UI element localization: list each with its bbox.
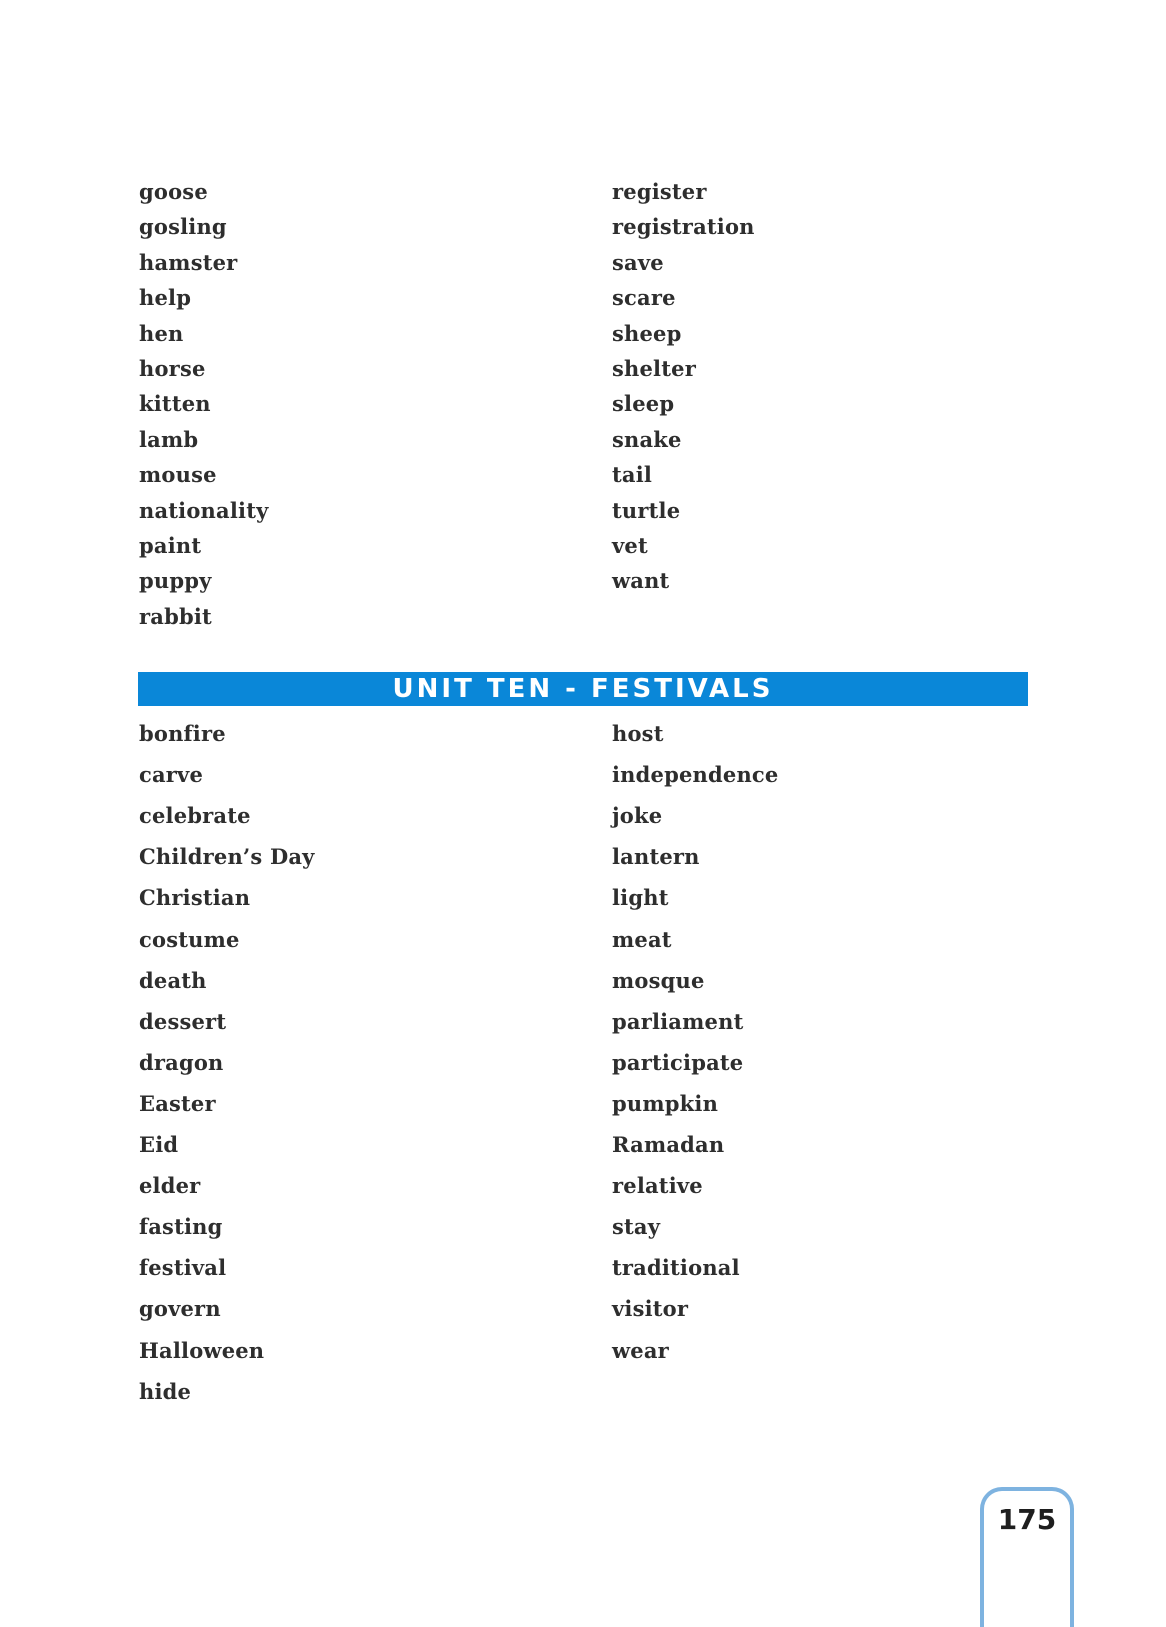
word-entry: light bbox=[612, 885, 669, 911]
word-entry: Children’s Day bbox=[139, 844, 315, 870]
word-entry: horse bbox=[139, 356, 206, 381]
word-entry: snake bbox=[612, 426, 682, 452]
word-entry: save bbox=[612, 249, 664, 275]
word-entry: Easter bbox=[139, 1090, 216, 1116]
word-entry: register bbox=[612, 179, 707, 204]
word-entry: relative bbox=[612, 1173, 703, 1199]
word-entry: registration bbox=[612, 214, 755, 240]
word-entry: goose bbox=[139, 179, 208, 204]
word-entry: celebrate bbox=[139, 803, 251, 829]
word-entry: host bbox=[612, 721, 664, 746]
word-entry: mouse bbox=[139, 462, 217, 488]
word-entry: sleep bbox=[612, 391, 675, 417]
word-entry: dessert bbox=[139, 1008, 227, 1034]
word-entry: want bbox=[612, 568, 670, 594]
word-entry: scare bbox=[612, 285, 676, 311]
word-entry: death bbox=[139, 967, 207, 993]
word-entry: turtle bbox=[612, 497, 681, 523]
word-entry: elder bbox=[139, 1173, 201, 1199]
unit-banner-title: UNIT TEN - FESTIVALS bbox=[392, 674, 774, 704]
word-entry: hide bbox=[139, 1378, 192, 1404]
word-entry: stay bbox=[612, 1214, 661, 1240]
word-entry: shelter bbox=[612, 356, 696, 381]
word-entry: govern bbox=[139, 1296, 221, 1322]
word-entry: independence bbox=[612, 762, 779, 788]
unit-banner bbox=[138, 672, 1028, 706]
word-entry: sheep bbox=[612, 320, 682, 346]
word-entry: costume bbox=[139, 926, 240, 952]
word-entry: mosque bbox=[612, 967, 705, 993]
word-entry: meat bbox=[612, 926, 672, 952]
word-entry: kitten bbox=[139, 391, 211, 417]
word-entry: hamster bbox=[139, 249, 238, 275]
word-entry: Christian bbox=[139, 885, 251, 911]
word-entry: traditional bbox=[612, 1255, 740, 1281]
word-entry: lamb bbox=[139, 426, 199, 452]
word-entry: festival bbox=[139, 1255, 227, 1281]
word-entry: hen bbox=[139, 320, 184, 346]
word-entry: rabbit bbox=[139, 603, 212, 629]
word-entry: vet bbox=[612, 533, 648, 558]
word-entry: Halloween bbox=[139, 1337, 265, 1363]
word-entry: fasting bbox=[139, 1214, 223, 1240]
word-entry: pumpkin bbox=[612, 1090, 719, 1116]
word-entry: Ramadan bbox=[612, 1132, 725, 1157]
word-entry: puppy bbox=[139, 568, 212, 594]
word-entry: joke bbox=[612, 803, 663, 829]
word-entry: dragon bbox=[139, 1049, 224, 1075]
page-number-tab bbox=[980, 1487, 1074, 1627]
word-entry: lantern bbox=[612, 844, 700, 870]
word-entry: participate bbox=[612, 1049, 744, 1075]
word-entry: paint bbox=[139, 533, 202, 558]
word-entry: help bbox=[139, 285, 192, 311]
page-number: 175 bbox=[997, 1503, 1057, 1536]
word-entry: gosling bbox=[139, 214, 227, 240]
word-entry: carve bbox=[139, 762, 204, 788]
word-entry: tail bbox=[612, 462, 653, 488]
word-entry: Eid bbox=[139, 1132, 179, 1157]
word-entry: visitor bbox=[612, 1296, 689, 1322]
word-entry: wear bbox=[612, 1337, 669, 1363]
word-entry: bonfire bbox=[139, 721, 226, 746]
word-entry: parliament bbox=[612, 1008, 744, 1034]
word-entry: nationality bbox=[139, 497, 269, 523]
